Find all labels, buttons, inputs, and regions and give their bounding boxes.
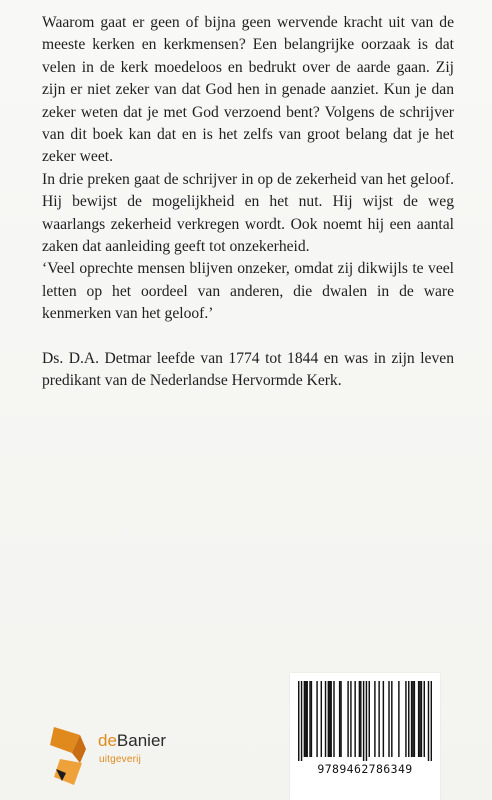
barcode-bars xyxy=(298,681,432,761)
barcode-bar xyxy=(347,681,348,757)
publisher-subtitle: uitgeverij xyxy=(99,754,142,765)
publisher-logo xyxy=(50,723,180,793)
barcode-bar xyxy=(412,681,413,757)
barcode-bar xyxy=(363,681,364,761)
barcode-bar xyxy=(428,681,429,761)
barcode-bar xyxy=(369,681,370,757)
publisher-name-prefix: de xyxy=(98,731,117,750)
barcode-bar xyxy=(333,681,334,757)
barcode-bar xyxy=(408,681,409,757)
barcode-bar xyxy=(378,681,379,757)
barcode-bar xyxy=(383,681,384,757)
barcode-bar xyxy=(360,681,361,757)
blurb-quote: ‘Veel oprechte mensen blijven onzeker, omdat zij dikwijls te veel letten op het oordeel van anderen, die dwalen in de ware kenmerken van het geloof.’ xyxy=(42,260,454,323)
barcode-bar xyxy=(328,681,329,757)
barcode-bar xyxy=(330,681,331,757)
blurb-paragraph-1: Waarom gaat er geen of bijna geen wervende kracht uit van de meeste kerken en kerkmensen? Een belangrijke oorzaak is dat velen in de kerk moedeloos en bedrukt over de aarde gaan. Zij zijn er niet zeker van dat God hen in genade aanziet. Kun je dan zeker weten dat je met God verzoend bent? Volgens de schrijver van dit boek kan dat en is het zelfs van groot belang dat je het zeker weet. xyxy=(42,14,454,166)
barcode-bar xyxy=(388,681,389,757)
barcode-bar xyxy=(316,681,317,757)
barcode-bar xyxy=(366,681,367,761)
barcode-bar xyxy=(431,681,432,761)
barcode-bar xyxy=(350,681,351,757)
barcode-bar xyxy=(339,681,340,757)
barcode-bar xyxy=(391,681,392,757)
barcode-bar xyxy=(418,681,419,757)
barcode-bar xyxy=(298,681,299,761)
barcode-bar xyxy=(421,681,422,757)
back-cover-text xyxy=(42,12,454,393)
folded-ribbon-icon xyxy=(50,723,98,789)
barcode-bar xyxy=(306,681,307,757)
barcode-bar xyxy=(321,681,322,757)
barcode-bar xyxy=(414,681,415,757)
barcode-bar xyxy=(398,681,399,757)
barcode-bar xyxy=(304,681,305,757)
barcode-bar xyxy=(424,681,425,757)
barcode-bar xyxy=(325,681,326,757)
barcode-bar xyxy=(305,681,306,757)
author-bio: Ds. D.A. Detmar leefde van 1774 tot 1844 en was in zijn leven predikant van de Nederlandse Hervormde Kerk. xyxy=(42,349,454,390)
publisher-name-main: Banier xyxy=(116,731,167,750)
barcode-bar xyxy=(311,681,312,757)
barcode-bar xyxy=(411,681,412,757)
barcode-bar xyxy=(374,681,375,757)
barcode-bar xyxy=(359,681,360,757)
barcode-bar xyxy=(419,681,420,757)
blurb-paragraph-2: In drie preken gaat de schrijver in op de zekerheid van het geloof. Hij bewijst de mogelijkheid en het nut. Hij wijst de weg waarlangs zekerheid verkregen wordt. Ook noemt hij een aantal zaken dat aanleiding geeft tot onzekerheid. xyxy=(42,170,454,256)
barcode-bar xyxy=(309,681,310,757)
barcode-bar xyxy=(329,681,330,757)
isbn-number: 9789462786349 xyxy=(317,762,413,776)
isbn-barcode xyxy=(290,673,440,800)
barcode-bar xyxy=(340,681,341,757)
barcode-bar xyxy=(354,681,355,757)
barcode-bar xyxy=(301,681,302,761)
publisher-name xyxy=(98,731,166,751)
barcode-bar xyxy=(405,681,406,757)
